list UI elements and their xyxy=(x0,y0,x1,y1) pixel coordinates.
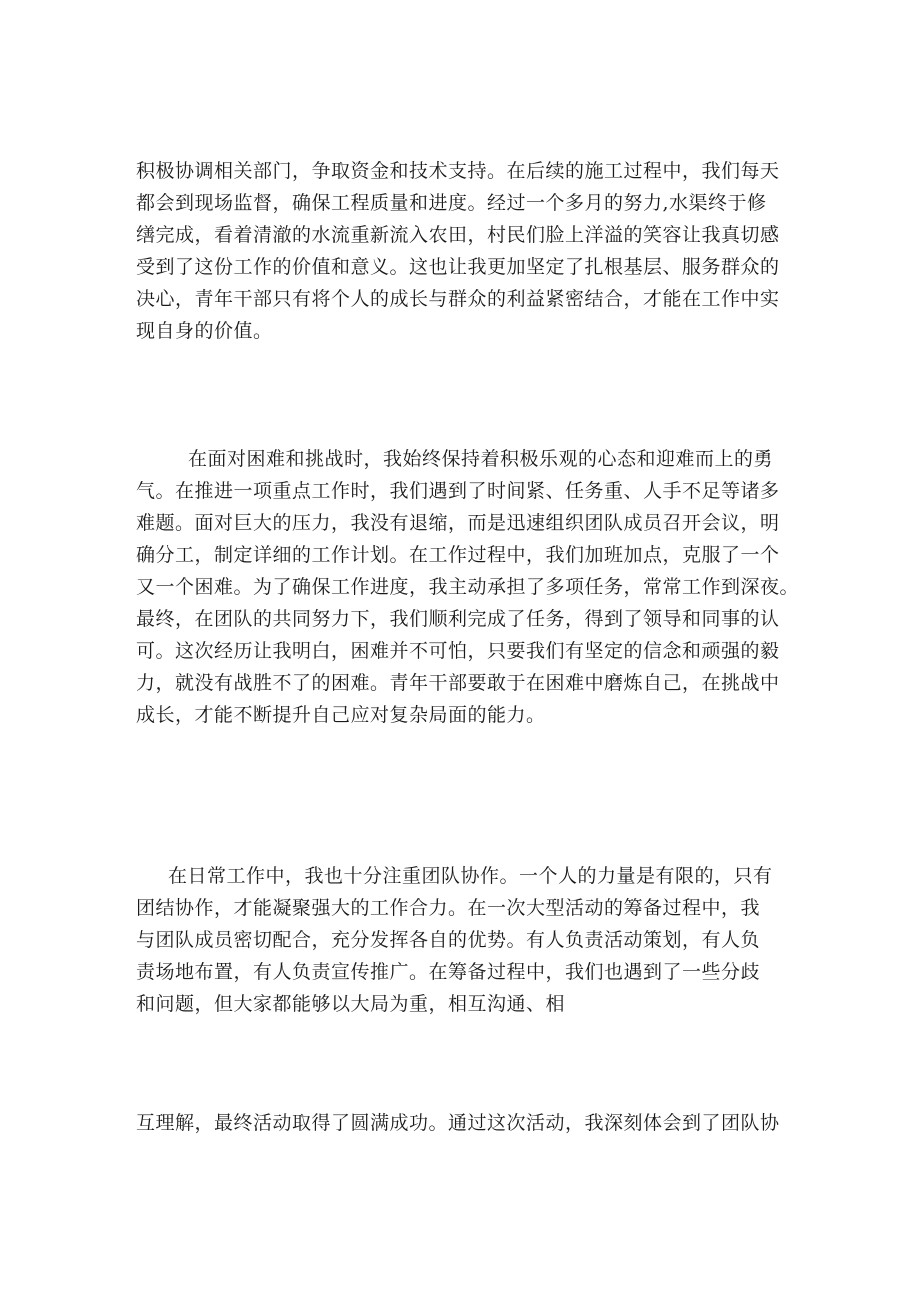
paragraph-2 xyxy=(136,443,806,731)
paragraph-3 xyxy=(136,860,806,1020)
text-line: 积极协调相关部门，争取资金和技术支持。在后续的施工过程中，我们每天 xyxy=(136,160,780,182)
text-line: 都会到现场监督，确保工程质量和进度。经过一个多月的努力,水渠终于修 xyxy=(136,192,767,214)
text-line: 气。在推进一项重点工作时，我们遇到了时间紧、任务重、人手不足等诸多 xyxy=(136,480,780,502)
text-line: 在日常工作中，我也十分注重团队协作。一个人的力量是有限的，只有 xyxy=(168,865,773,887)
text-line: 现自身的价值。 xyxy=(136,320,273,342)
text-line: 难题。面对巨大的压力，我没有退缩，而是迅速组织团队成员召开会议，明 xyxy=(136,512,780,534)
text-line: 在面对困难和挑战时，我始终保持着积极乐观的心态和迎难而上的勇 xyxy=(188,448,774,470)
text-line: 可。这次经历让我明白，困难并不可怕，只要我们有坚定的信念和顽强的毅 xyxy=(136,640,780,662)
text-line: 与团队成员密切配合，充分发挥各自的优势。有人负责活动策划，有人负 xyxy=(136,929,761,951)
paragraph-4 xyxy=(136,1107,806,1139)
text-line: 力，就没有战胜不了的困难。青年干部要敢于在困难中磨炼自己，在挑战中 xyxy=(136,672,780,694)
text-line: 决心，青年干部只有将个人的成长与群众的利益紧密结合，才能在工作中实 xyxy=(136,288,780,310)
text-line: 成长，才能不断提升自己应对复杂局面的能力。 xyxy=(136,704,546,726)
text-line: 和问题，但大家都能够以大局为重，相互沟通、相 xyxy=(136,993,566,1015)
paragraph-1 xyxy=(136,155,806,347)
text-line: 缮完成，看着清澈的水流重新流入农田，村民们脸上洋溢的笑容让我真切感 xyxy=(136,224,780,246)
text-line: 受到了这份工作的价值和意义。这也让我更加坚定了扎根基层、服务群众的 xyxy=(136,256,780,278)
text-line: 最终，在团队的共同努力下，我们顺利完成了任务，得到了领导和同事的认 xyxy=(136,608,780,630)
text-line: 确分工，制定详细的工作计划。在工作过程中，我们加班加点，克服了一个 xyxy=(136,544,780,566)
text-line: 互理解，最终活动取得了圆满成功。通过这次活动，我深刻体会到了团队协 xyxy=(136,1112,780,1134)
text-line: 又一个困难。为了确保工作进度，我主动承担了多项任务，常常工作到深夜。 xyxy=(136,576,800,598)
text-line: 团结协作，才能凝聚强大的工作合力。在一次大型活动的筹备过程中，我 xyxy=(136,897,761,919)
text-line: 责场地布置，有人负责宣传推广。在筹备过程中，我们也遇到了一些分歧 xyxy=(136,961,761,983)
